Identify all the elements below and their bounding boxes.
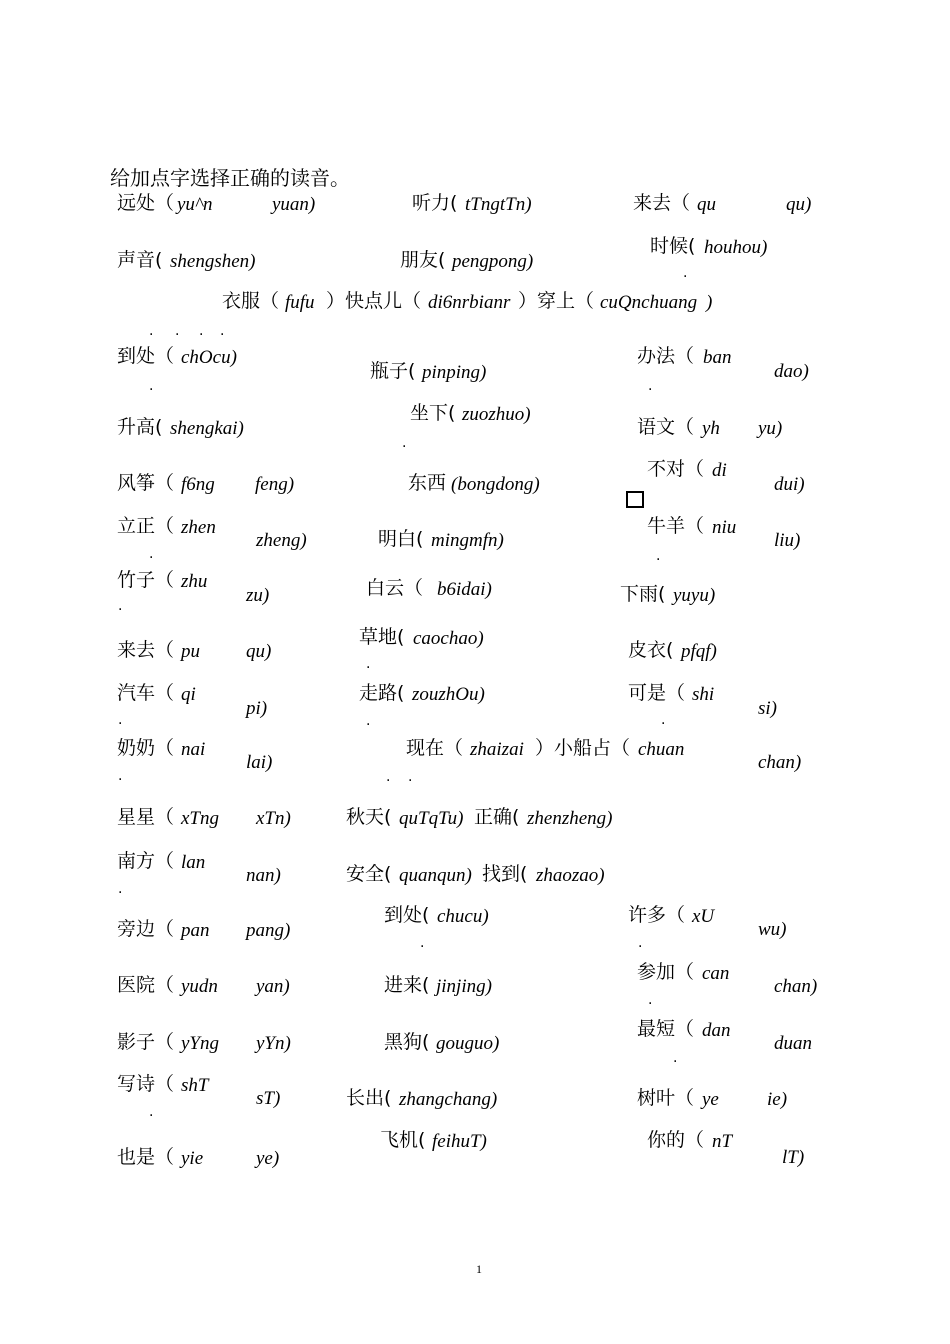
item-word: 白云（ — [366, 577, 424, 599]
item-word: 下雨( — [620, 583, 666, 605]
item-word: 坐下( — [410, 402, 456, 424]
item-pinyin-b: pang) — [246, 920, 291, 941]
item-word: 立正（ — [117, 515, 175, 537]
emphasis-dot: · — [656, 552, 661, 568]
item-pinyin-a: shT — [181, 1075, 209, 1096]
item-word: 时候( — [650, 235, 696, 257]
emphasis-dot: · — [420, 939, 425, 955]
emphasis-dot: · — [149, 1108, 154, 1124]
item-word: ）快点儿（ — [326, 290, 422, 312]
item-pinyin-a: zhu — [181, 571, 208, 592]
item-pinyin-a: zhaozao) — [536, 865, 605, 886]
item-pinyin-a: pengpong) — [452, 251, 534, 272]
item-word: 你的（ — [647, 1129, 705, 1151]
item-word: 瓶子( — [370, 360, 416, 382]
item-pinyin-a: pan — [181, 920, 210, 941]
item-pinyin-a: yie — [181, 1148, 204, 1169]
item-pinyin-b: wu) — [758, 919, 787, 940]
item-pinyin-a: yu^n — [177, 194, 213, 215]
item-word: 皮衣( — [628, 639, 674, 661]
item-word: 声音( — [117, 249, 163, 271]
item-pinyin-a: zhenzheng) — [527, 808, 613, 829]
worksheet-title: 给加点字选择正确的读音。 — [110, 166, 350, 190]
emphasis-dot: · — [118, 885, 123, 901]
item-pinyin-b: liu) — [774, 530, 801, 551]
item-word: 奶奶（ — [117, 737, 175, 759]
item-word: 旁边（ — [117, 918, 175, 940]
item-pinyin-b: ie) — [767, 1089, 788, 1110]
item-pinyin-b: qu) — [246, 641, 272, 662]
item-word: 星星（ — [117, 806, 175, 828]
item-word: 医院（ — [117, 974, 175, 996]
item-word: 语文（ — [637, 416, 695, 438]
item-word: 树叶（ — [637, 1087, 695, 1109]
item-word: 衣服（ — [222, 290, 280, 312]
emphasis-dot: · — [386, 773, 391, 789]
page-number: 1 — [476, 1262, 482, 1276]
item-pinyin-a: pu — [181, 641, 200, 662]
item-word: 汽车（ — [117, 682, 175, 704]
emphasis-dot: · — [118, 602, 123, 618]
item-word: 竹子（ — [117, 569, 175, 591]
item-pinyin-a: niu — [712, 517, 737, 538]
item-pinyin-b: nan) — [246, 865, 281, 886]
item-pinyin-b: yuan) — [272, 194, 316, 215]
item-pinyin-a: fufu — [285, 292, 315, 313]
item-pinyin-a: houhou) — [704, 237, 768, 258]
item-pinyin-a: nT — [712, 1131, 733, 1152]
item-word: 来去（ — [633, 192, 691, 214]
item-word: 办法（ — [637, 345, 695, 367]
item-word: 参加（ — [637, 961, 695, 983]
emphasis-dot: · — [118, 772, 123, 788]
item-pinyin-b: lT) — [782, 1147, 805, 1168]
item-word: 升高( — [117, 416, 163, 438]
emphasis-dot: · — [638, 939, 643, 955]
item-pinyin-a: qi — [181, 684, 196, 705]
item-word: 写诗（ — [117, 1073, 175, 1095]
emphasis-dot: · — [408, 773, 413, 789]
item-pinyin-a: di — [712, 460, 727, 481]
item-pinyin-a: ban — [703, 347, 732, 368]
item-pinyin-a: yudn — [181, 976, 218, 997]
item-pinyin-a: jinjing) — [436, 976, 492, 997]
item-word: 朋友( — [400, 249, 446, 271]
emphasis-dot: · — [648, 382, 653, 398]
item-word: 秋天( — [346, 806, 392, 828]
item-pinyin-b: si) — [758, 698, 777, 719]
emphasis-dot: · — [366, 660, 371, 676]
item-pinyin-b: pi) — [246, 698, 268, 719]
item-pinyin-a: b6idai) — [437, 579, 492, 600]
item-word: 长出( — [346, 1087, 392, 1109]
item-pinyin-a: yuyu) — [673, 585, 716, 606]
item-pinyin-b: feng) — [255, 474, 295, 495]
item-pinyin-a: di6nrbianr — [428, 292, 511, 313]
item-word: 明白( — [378, 528, 424, 550]
item-pinyin-b: yu) — [758, 418, 783, 439]
item-pinyin-a: zuozhuo) — [462, 404, 531, 425]
emphasis-dot: · — [118, 716, 123, 732]
emphasis-dot: · — [402, 439, 407, 455]
emphasis-dot: · — [220, 327, 225, 343]
item-word: 到处( — [384, 904, 430, 926]
item-word: 安全( — [346, 863, 392, 885]
item-pinyin-b: chan) — [758, 752, 802, 773]
item-pinyin-a: zouzhOu) — [412, 684, 485, 705]
item-pinyin-a: quanqun) — [399, 865, 472, 886]
item-pinyin-a: can — [702, 963, 730, 984]
item-pinyin-b: zheng) — [256, 530, 307, 551]
item-pinyin-a: zhen — [181, 517, 216, 538]
item-pinyin-b: dui) — [774, 474, 805, 495]
item-pinyin-b: sT) — [256, 1088, 281, 1109]
item-pinyin-b: zu) — [246, 585, 270, 606]
item-word: 最短（ — [637, 1018, 695, 1040]
item-word: 正确( — [474, 806, 520, 828]
item-pinyin-a: xTng — [181, 808, 219, 829]
item-word: 东西 — [408, 472, 447, 494]
item-pinyin-a: dan — [702, 1020, 731, 1041]
item-pinyin-a: nai — [181, 739, 206, 760]
item-pinyin-a: qu — [697, 194, 716, 215]
item-pinyin-b: duan — [774, 1033, 812, 1054]
item-pinyin-a: shengkai) — [170, 418, 244, 439]
item-pinyin-a: chucu) — [437, 906, 489, 927]
item-pinyin-b: ye) — [256, 1148, 280, 1169]
item-pinyin-a: shi — [692, 684, 715, 705]
item-pinyin-a: quTqTu) — [399, 808, 464, 829]
item-pinyin-a: gouguo) — [436, 1033, 500, 1054]
item-pinyin-a: zhangchang) — [399, 1089, 498, 1110]
item-pinyin-a: cuQnchuang — [600, 292, 698, 313]
emphasis-dot: · — [149, 327, 154, 343]
item-word: 到处（ — [117, 345, 175, 367]
item-word: 飞机( — [380, 1129, 426, 1151]
item-word: 风筝（ — [117, 472, 175, 494]
item-word: 也是（ — [117, 1146, 175, 1168]
item-word: 进来( — [384, 974, 430, 996]
item-pinyin-a: ye — [702, 1089, 719, 1110]
emphasis-dot: · — [149, 550, 154, 566]
item-pinyin-b: qu) — [786, 194, 812, 215]
item-pinyin-a: pfqf) — [681, 641, 717, 662]
emphasis-dot: · — [199, 327, 204, 343]
emphasis-dot: · — [149, 382, 154, 398]
item-pinyin-a: tTngtTn) — [465, 194, 532, 215]
emphasis-dot: · — [673, 1054, 678, 1070]
item-pinyin-a: pinping) — [422, 362, 487, 383]
placeholder-box-icon — [626, 491, 644, 508]
item-pinyin-b: yYn) — [256, 1033, 291, 1054]
item-word: 影子（ — [117, 1031, 175, 1053]
item-word: ）穿上（ — [518, 290, 595, 312]
item-word: 草地( — [359, 626, 405, 648]
item-word: 不对（ — [647, 458, 705, 480]
emphasis-dot: · — [366, 717, 371, 733]
item-word: 可是（ — [628, 682, 686, 704]
item-pinyin-a: lan — [181, 852, 206, 873]
emphasis-dot: · — [648, 996, 653, 1012]
item-pinyin-b: yan) — [256, 976, 290, 997]
item-pinyin-a: f6ng — [181, 474, 215, 495]
item-word: ）小船占（ — [535, 737, 631, 759]
item-word: 远处（ — [117, 192, 175, 214]
item-pinyin-b: chan) — [774, 976, 818, 997]
item-word: 来去（ — [117, 639, 175, 661]
item-pinyin-a: xU — [692, 906, 715, 927]
item-pinyin-a: yYng — [181, 1033, 219, 1054]
item-pinyin-b: ) — [706, 292, 713, 313]
item-pinyin-a: yh — [702, 418, 720, 439]
item-pinyin-a: chuan — [638, 739, 685, 760]
item-pinyin-a: shengshen) — [170, 251, 256, 272]
item-pinyin-a: zhaizai — [470, 739, 524, 760]
item-word: 黑狗( — [384, 1031, 430, 1053]
item-pinyin-a: chOcu) — [181, 347, 237, 368]
item-pinyin-b: xTn) — [256, 808, 291, 829]
emphasis-dot: · — [175, 327, 180, 343]
item-word: 许多（ — [628, 904, 686, 926]
item-word: 找到( — [482, 863, 528, 885]
item-pinyin-a: mingmfn) — [431, 530, 504, 551]
item-pinyin-a: feihuT) — [432, 1131, 487, 1152]
item-word: 听力( — [412, 192, 458, 214]
item-pinyin-a: (bongdong) — [451, 474, 540, 495]
item-word: 南方（ — [117, 850, 175, 872]
emphasis-dot: · — [661, 716, 666, 732]
emphasis-dot: · — [683, 269, 688, 285]
item-pinyin-a: caochao) — [413, 628, 484, 649]
item-word: 走路( — [359, 682, 405, 704]
item-pinyin-b: dao) — [774, 361, 809, 382]
item-pinyin-b: lai) — [246, 752, 273, 773]
item-word: 牛羊（ — [647, 515, 705, 537]
item-word: 现在（ — [406, 737, 464, 759]
